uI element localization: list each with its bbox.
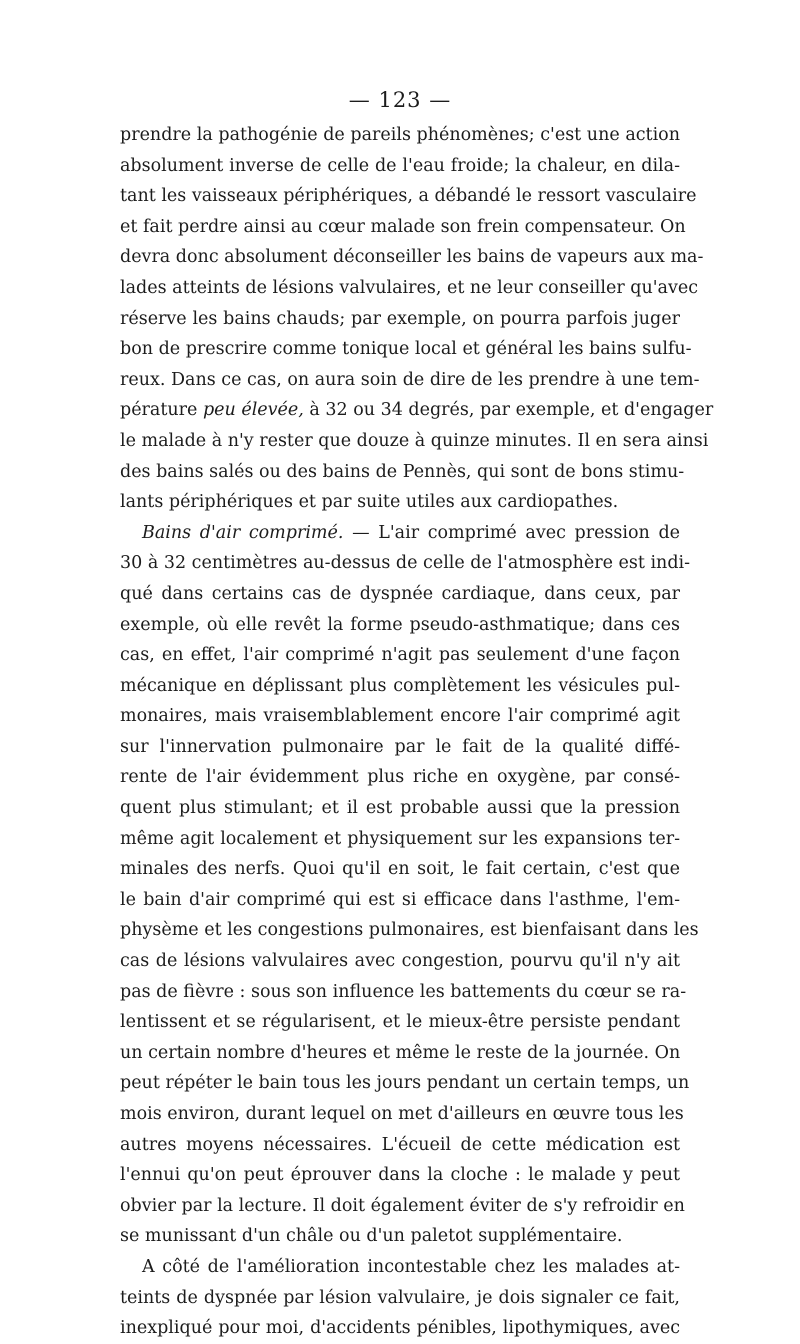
text-segment: réserve les bains chauds; par exemple, on pourra parfois juger: [120, 308, 680, 329]
text-line: [120, 1099, 684, 1130]
text-segment: lentissent et se régularisent, et le mieux-être persiste pendant: [120, 1012, 680, 1033]
text-segment: — L'air comprimé avec pression de: [343, 522, 680, 543]
text-segment: pérature: [120, 400, 203, 421]
text-line: [120, 1252, 680, 1283]
text-line: [120, 457, 685, 488]
text-segment: des bains salés ou des bains de Pennès, qui sont de bons stimu-: [120, 461, 685, 482]
text-line: [120, 395, 714, 426]
text-segment: A côté de l'amélioration incontestable chez les malades at-: [142, 1256, 680, 1277]
text-segment: reux. Dans ce cas, on aura soin de dire de les prendre à une tem-: [120, 369, 700, 390]
text-line: [120, 640, 680, 671]
text-segment: mécanique en déplissant plus complètement les vésicules pul-: [120, 675, 680, 696]
text-segment: devra donc absolument déconseiller les bains de vapeurs aux ma-: [120, 247, 704, 268]
text-line: [120, 1313, 680, 1344]
text-segment: autres moyens nécessaires. L'écueil de cette médication est: [120, 1134, 680, 1155]
text-segment: teints de dyspnée par lésion valvulaire, je dois signaler ce fait,: [120, 1287, 680, 1308]
text-segment: à 32 ou 34 degrés, par exemple, et d'engager: [303, 400, 714, 421]
text-line: [120, 579, 680, 610]
text-line: [120, 885, 680, 916]
text-segment: même agit localement et physiquement sur les expansions ter-: [120, 828, 680, 849]
text-line: [120, 304, 680, 335]
text-line: [120, 977, 687, 1008]
text-segment: monaires, mais vraisemblablement encore l'air comprimé agit: [120, 706, 680, 727]
text-line: [120, 1068, 690, 1099]
text-line: [120, 120, 680, 151]
text-line: [120, 793, 680, 824]
text-line: [120, 1160, 680, 1191]
text-segment: peut répéter le bain tous les jours pendant un certain temps, un: [120, 1073, 690, 1094]
text-segment: 30 à 32 centimètres au-dessus de celle de l'atmosphère est indi-: [120, 553, 691, 574]
text-segment: l'ennui qu'on peut éprouver dans la cloche : le malade y peut: [120, 1165, 680, 1186]
text-line: [120, 151, 680, 182]
text-segment: bon de prescrire comme tonique local et général les bains sulfu-: [120, 339, 692, 360]
text-line: [120, 671, 680, 702]
text-segment: se munissant d'un châle ou d'un paletot supplémentaire.: [120, 1226, 623, 1247]
text-line: [120, 365, 700, 396]
text-segment: mois environ, durant lequel on met d'ailleurs en œuvre tous les: [120, 1104, 684, 1124]
text-segment: cas, en effet, l'air comprimé n'agit pas seulement d'une façon: [120, 645, 680, 666]
text-line: [120, 1283, 680, 1314]
text-segment: le bain d'air comprimé qui est si efficace dans l'asthme, l'em-: [120, 889, 680, 910]
text-line: [120, 732, 680, 763]
text-segment: le malade à n'y rester que douze à quinze minutes. Il en sera ainsi: [120, 430, 709, 451]
text-segment: quent plus stimulant; et il est probable aussi que la pression: [120, 798, 680, 819]
text-segment: absolument inverse de celle de l'eau froide; la chaleur, en dila-: [120, 155, 680, 176]
body-text: [120, 120, 714, 1344]
page-number: — 123 —: [348, 88, 452, 112]
text-segment: prendre la pathogénie de pareils phénomènes; c'est une action: [120, 125, 680, 145]
text-line: [120, 1221, 680, 1252]
text-segment: lades atteints de lésions valvulaires, et ne leur conseiller qu'avec: [120, 277, 699, 298]
text-segment: et fait perdre ainsi au cœur malade son frein compensateur. On: [120, 216, 686, 237]
text-segment: rente de l'air évidemment plus riche en oxygène, par consé-: [120, 767, 680, 788]
text-line: [120, 548, 691, 579]
text-segment: sur l'innervation pulmonaire par le fait de la qualité diffé-: [120, 736, 680, 757]
text-segment: inexpliqué pour moi, d'accidents pénibles, lipothymiques, avec: [120, 1318, 680, 1339]
text-line: [120, 1038, 680, 1069]
text-line: [120, 824, 680, 855]
text-segment: cas de lésions valvulaires avec congestion, pourvu qu'il n'y ait: [120, 951, 680, 972]
text-line: [120, 242, 704, 273]
italic-segment: peu élevée,: [202, 400, 304, 421]
text-segment: pas de fièvre : sous son influence les battements du cœur se ra-: [120, 981, 687, 1002]
text-segment: minales des nerfs. Quoi qu'il en soit, le fait certain, c'est que: [120, 859, 680, 880]
text-line: [120, 487, 680, 518]
text-line: [120, 518, 680, 549]
text-segment: lants périphériques et par suite utiles aux cardiopathes.: [120, 492, 619, 513]
text-segment: obvier par la lecture. Il doit également éviter de s'y refroidir en: [120, 1195, 685, 1216]
text-line: [120, 1130, 680, 1161]
text-segment: tant les vaisseaux périphériques, a débandé le ressort vasculaire: [120, 186, 697, 207]
text-line: [120, 212, 686, 243]
text-line: [120, 854, 680, 885]
text-segment: un certain nombre d'heures et même le reste de la journée. On: [120, 1042, 681, 1063]
text-segment: physème et les congestions pulmonaires, est bienfaisant dans les: [120, 920, 699, 941]
text-line: [120, 946, 680, 977]
text-line: [120, 701, 680, 732]
italic-segment: Bains d'air comprimé.: [142, 522, 344, 543]
text-line: [120, 334, 692, 365]
text-line: [120, 181, 697, 212]
text-line: [120, 1007, 680, 1038]
text-line: [120, 915, 699, 946]
text-segment: qué dans certains cas de dyspnée cardiaque, dans ceux, par: [120, 583, 680, 604]
text-segment: exemple, où elle revêt la forme pseudo-asthmatique; dans ces: [120, 614, 680, 635]
text-line: [120, 762, 680, 793]
text-line: [120, 1191, 685, 1222]
text-line: [120, 610, 680, 641]
text-line: [120, 426, 709, 457]
text-line: [120, 273, 699, 304]
